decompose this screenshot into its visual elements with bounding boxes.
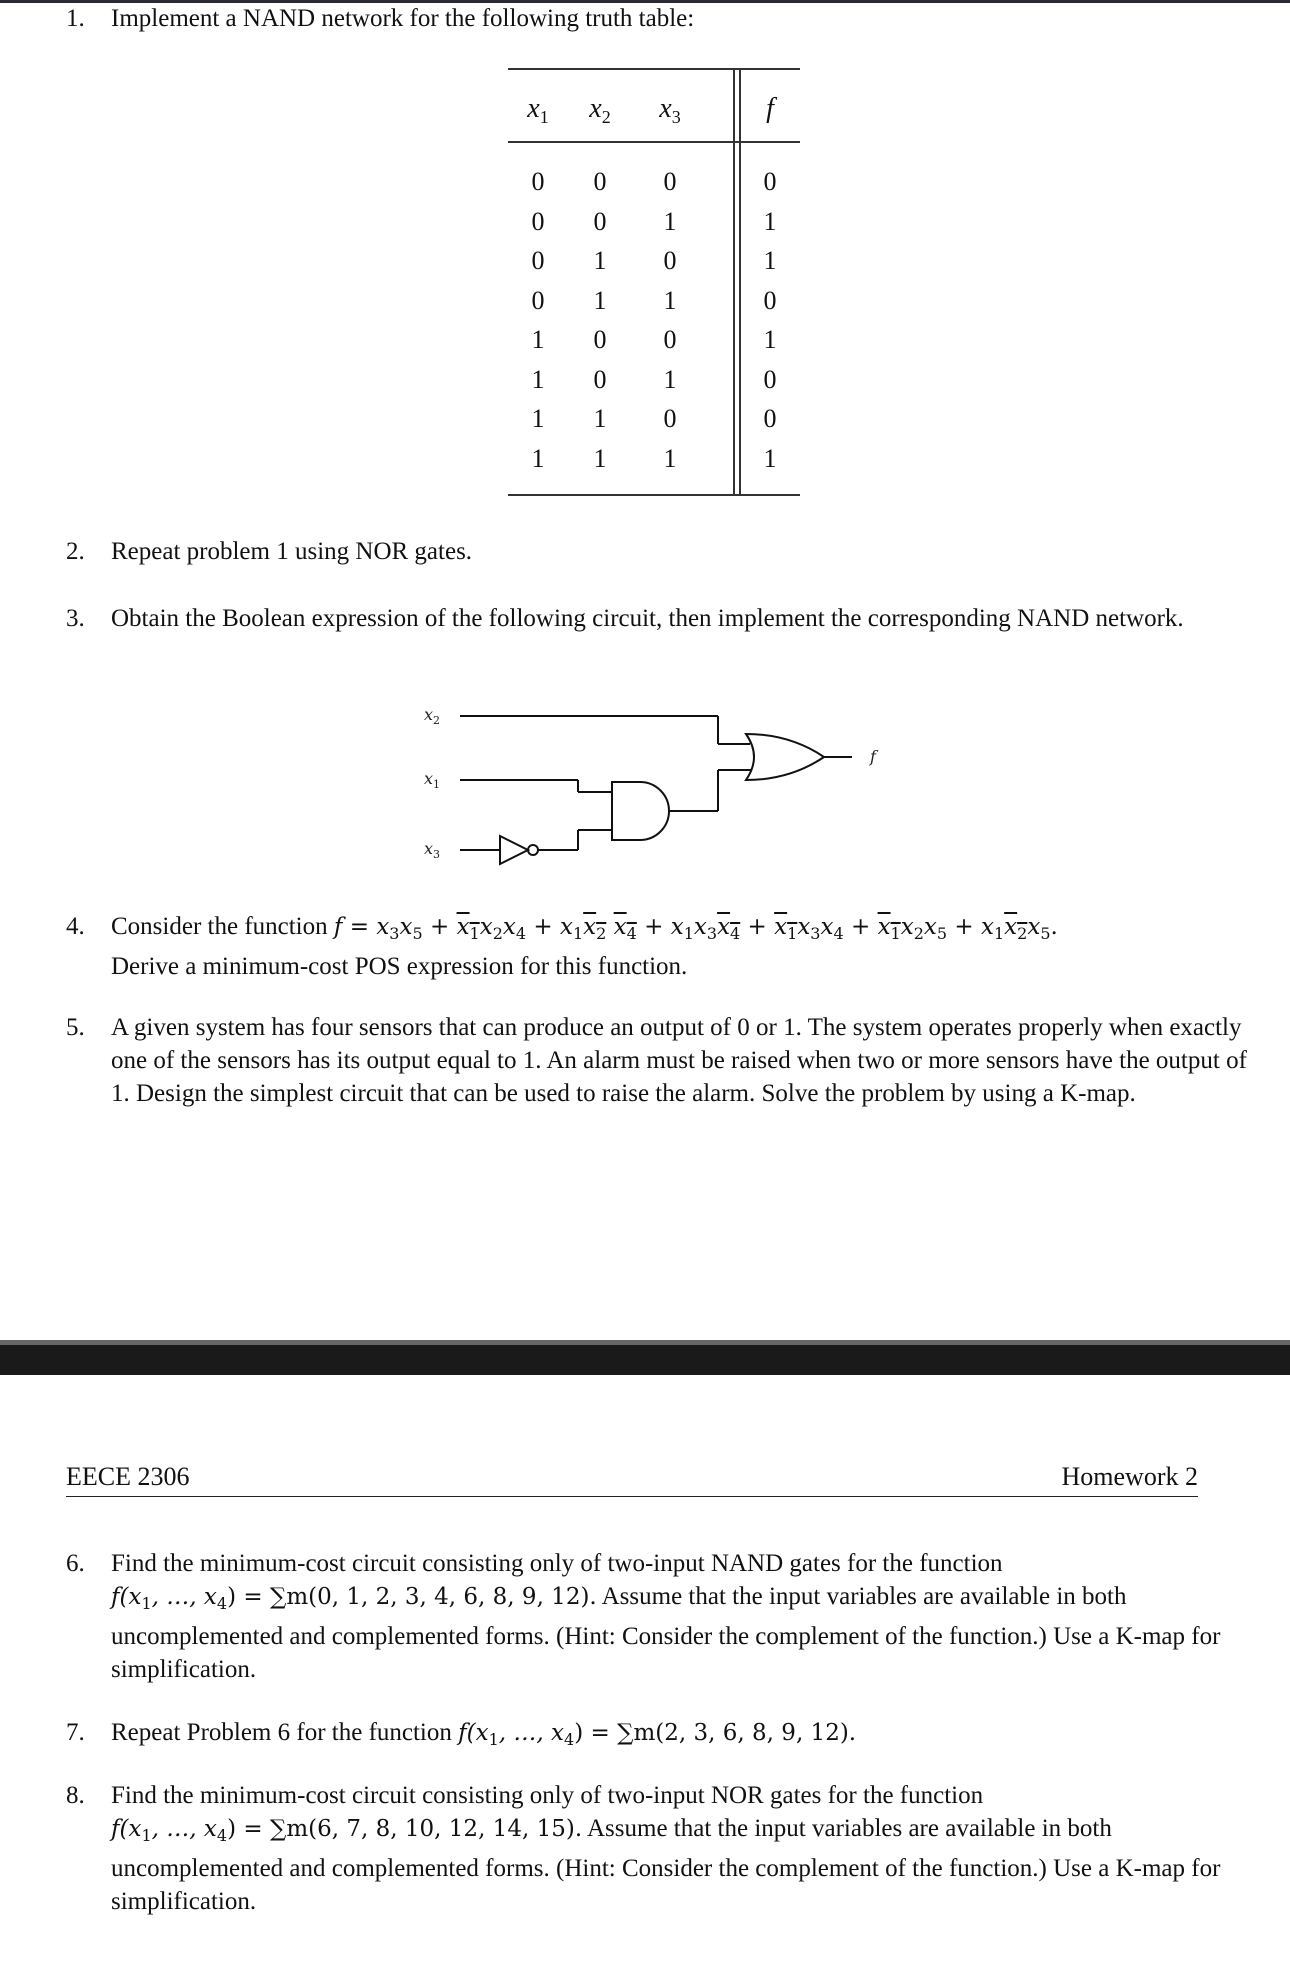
table-rule-bottom — [508, 494, 800, 496]
table-cell: 1 — [763, 443, 777, 473]
course-code: EECE 2306 — [66, 1462, 190, 1491]
problem-text: Find the minimum-cost circuit consisting only of two-input NAND gates for the function $f(x_1$, …, $x_4) = \sum m(0$, 1, 2, 3, 4, 6, 8, 9, 12). Assume that the input variables are available in both uncomplemented and complemented forms. (Hint: Consider the complement of the function.) Use a K-map for simplification. — [111, 1550, 1221, 1683]
problem-text: A given system has four sensors that can produce an output of 0 or 1. The system operates properly when exactly one of the sensors has its output equal to 1. An alarm must be raised when two or more sensors have the output of 1. Design the simplest circuit that can be used to raise the alarm. Solve the problem by using a K-map. — [111, 1014, 1247, 1107]
problem-number: 5. — [66, 1014, 85, 1041]
table-cell: 0 — [663, 325, 677, 354]
table-cell: 1 — [593, 285, 607, 315]
circuit-diagram — [400, 690, 920, 890]
header-f: f — [766, 93, 774, 124]
table-cell: 1 — [763, 246, 777, 275]
problem-number: 6. — [66, 1550, 85, 1577]
problem-number: 7. — [66, 1719, 85, 1746]
table-cell: 0 — [763, 285, 777, 315]
problem-text: Consider the function $f = x_3x_5 + x_1x_2x_4 + x_1x_2$ $x_4 + x_1x_3x_4 + x_1x_3x_4 + x_1x_2x_5 + x_1x_2x_5$. Derive a minimum-cost POS expression for this function. — [111, 913, 1058, 980]
label-x1: $x_1$ — [424, 769, 441, 791]
table-rule-top — [508, 68, 800, 70]
table-cell: 0 — [663, 404, 677, 433]
table-cell: 1 — [593, 404, 607, 433]
table-cell: 1 — [663, 443, 677, 473]
function-definition: $f(x_1$, …, $x_4) = \sum m(0$, 1, 2, 3, 4, 6, 8, 9, 12). — [111, 1584, 597, 1613]
label-x2: $x_2$ — [424, 705, 441, 727]
table-cell: 1 — [593, 443, 607, 473]
label-x3: $x_3$ — [424, 839, 441, 861]
table-rule-header — [508, 141, 800, 143]
logic-circuit — [400, 690, 920, 890]
table-cell: 1 — [531, 325, 545, 354]
table-cell: 1 — [663, 206, 677, 236]
header-x2: $x_2$ — [589, 93, 611, 127]
assignment-title: Homework 2 — [1061, 1462, 1198, 1491]
and-gate — [612, 782, 669, 840]
not-gate — [500, 836, 528, 864]
table-cell: 1 — [663, 364, 677, 394]
table-cell: 0 — [593, 325, 607, 354]
table-cell: 1 — [763, 206, 777, 236]
function-expression: $f = x_3x_5 + x_1x_2x_4 + x_1x_2$ $x_4 + x_1x_3x_4 + x_1x_3x_4 + x_1x_2x_5 + x_1x_2x_5$. — [333, 914, 1058, 943]
problem-text: Find the minimum-cost circuit consisting only of two-input NOR gates for the function $f(x_1$, …, $x_4) = \sum m(6$, 7, 8, 10, 12, 14, 15). Assume that the input variables are available in both uncomplemented and complemented forms. (Hint: Consider the complement of the function.) Use a K-map for simplification. — [111, 1782, 1221, 1915]
function-definition: $f(x_1$, …, $x_4) = \sum m(2$, 3, 6, 8, 9, 12). — [458, 1720, 857, 1749]
table-cell: 0 — [531, 167, 545, 196]
table-cell: 0 — [763, 364, 777, 394]
table-cell: 0 — [663, 246, 677, 275]
table-cell: 0 — [531, 285, 545, 315]
table-cell: 1 — [593, 246, 607, 275]
table-cell: 1 — [531, 443, 545, 473]
table-cell: 0 — [763, 404, 777, 433]
problem-number: 8. — [66, 1782, 85, 1809]
header-x1: $x_1$ — [527, 93, 549, 127]
table-cell: 0 — [763, 167, 777, 196]
table-cell: 0 — [593, 364, 607, 394]
function-definition: $f(x_1$, …, $x_4) = \sum m(6$, 7, 8, 10, 12, 14, 15). — [111, 1816, 583, 1845]
table-cell: 0 — [593, 167, 607, 196]
problem-number: 3. — [66, 605, 85, 632]
table-cell: 1 — [531, 404, 545, 433]
table-double-rule-1 — [733, 68, 735, 496]
page-header — [66, 1462, 1198, 1497]
problem-number: 4. — [66, 913, 85, 940]
label-f: f — [870, 747, 876, 766]
table-cell: 0 — [593, 206, 607, 236]
table-cell: 0 — [663, 167, 677, 196]
problem-number: 1. — [66, 5, 85, 32]
table-cell: 0 — [531, 206, 545, 236]
header-x3: $x_3$ — [659, 93, 681, 127]
problem-text: Implement a NAND network for the following truth table: — [111, 5, 695, 32]
problem-text: Repeat problem 1 using NOR gates. — [111, 538, 473, 565]
problem-text: Repeat Problem 6 for the function $f(x_1$, …, $x_4) = \sum m(2$, 3, 6, 8, 9, 12). — [111, 1719, 857, 1749]
problem-text: Obtain the Boolean expression of the following circuit, then implement the corresponding NAND network. — [111, 605, 1184, 632]
truth-table — [508, 68, 800, 496]
table-cell: 1 — [531, 364, 545, 394]
or-gate — [746, 734, 824, 780]
table-cell: 0 — [531, 246, 545, 275]
table-cell: 1 — [663, 285, 677, 315]
problem-number: 2. — [66, 538, 85, 565]
table-cell: 1 — [763, 325, 777, 354]
page-separator — [0, 1345, 1290, 1375]
